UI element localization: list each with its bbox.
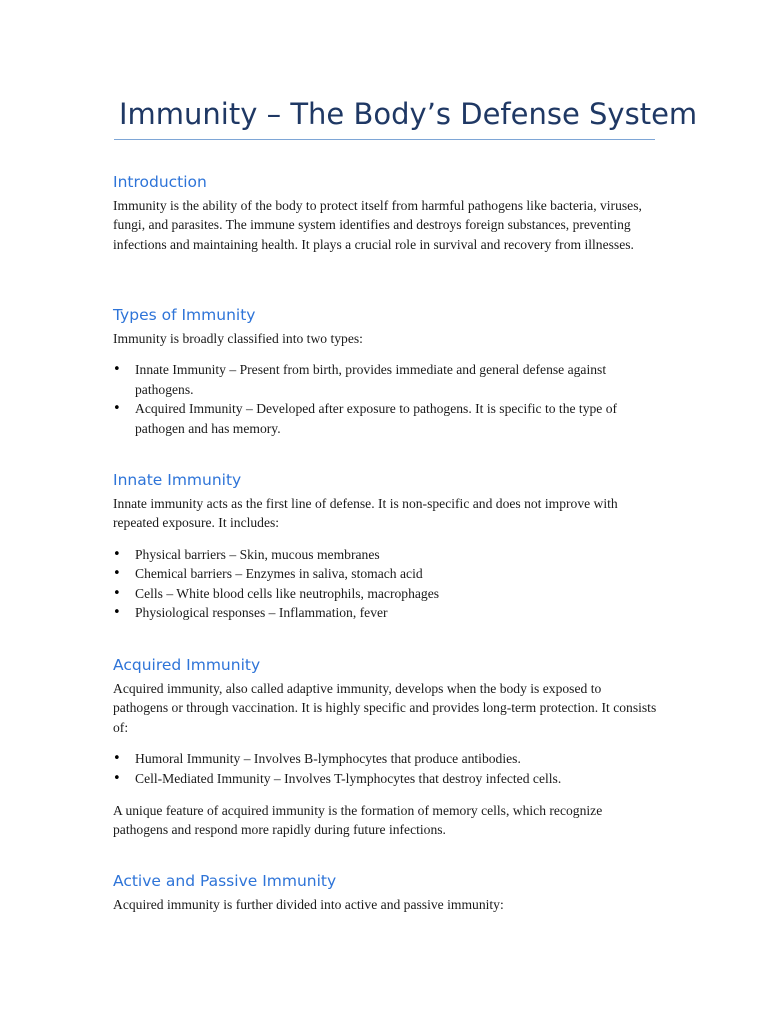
bullet-icon: • [113, 362, 121, 378]
types-intro-paragraph: Immunity is broadly classified into two types: [113, 331, 363, 346]
bullet-icon: • [113, 605, 121, 621]
list-item [113, 749, 658, 768]
section-heading-types: Types of Immunity [113, 306, 256, 324]
bullet-icon: • [113, 751, 121, 767]
list-item [113, 603, 658, 622]
bullet-icon: • [113, 566, 121, 582]
list-item [113, 360, 658, 399]
document-title: Immunity – The Body’s Defense System [119, 97, 698, 131]
list-item [113, 399, 658, 438]
bullet-icon: • [113, 770, 121, 786]
section-innate-immunity [113, 469, 658, 622]
acquired-closing-paragraph: A unique feature of acquired immunity is the formation of memory cells, which recognize pathogens and respond more rapidly during future infections. [113, 803, 603, 838]
section-types-of-immunity [113, 304, 658, 438]
acquired-intro-paragraph: Acquired immunity, also called adaptive immunity, develops when the body is exposed to pathogens or through vaccination. It is highly specific and provides long-term protection. It consists of: [113, 681, 657, 735]
bullet-icon: • [113, 546, 121, 562]
list-item-text: Cell-Mediated Immunity – Involves T-lymphocytes that destroy infected cells. [135, 770, 562, 786]
section-acquired-immunity [113, 654, 658, 840]
introduction-paragraph: Immunity is the ability of the body to protect itself from harmful pathogens like bacteria, viruses, fungi, and parasites. The immune system identifies and destroys foreign substances, preventing infections and maintaining health. It plays a crucial role in survival and recovery from illnesses. [113, 198, 642, 252]
bullet-icon: • [113, 401, 121, 417]
list-item-text: Cells – White blood cells like neutrophils, macrophages [135, 585, 440, 601]
acquired-bullet-list [113, 749, 658, 788]
section-heading-acquired: Acquired Immunity [113, 656, 261, 674]
types-bullet-list [113, 360, 658, 438]
list-item [113, 564, 658, 583]
list-item-text: Acquired Immunity – Developed after exposure to pathogens. It is specific to the type of pathogen and has memory. [135, 401, 618, 436]
title-underline-rule [114, 139, 655, 140]
list-item-text: Physiological responses – Inflammation, fever [135, 605, 388, 621]
list-item [113, 769, 658, 788]
list-item-text: Physical barriers – Skin, mucous membranes [135, 546, 380, 562]
innate-intro-paragraph: Innate immunity acts as the first line of defense. It is non-specific and does not improve with repeated exposure. It includes: [113, 496, 618, 531]
section-introduction [113, 171, 658, 254]
bullet-icon: • [113, 585, 121, 601]
section-heading-innate: Innate Immunity [113, 471, 242, 489]
active-passive-intro-paragraph: Acquired immunity is further divided into active and passive immunity: [113, 897, 504, 912]
list-item-text: Innate Immunity – Present from birth, provides immediate and general defense against pathogens. [135, 362, 607, 397]
section-heading-active-passive: Active and Passive Immunity [113, 872, 337, 890]
list-item [113, 545, 658, 564]
section-heading-introduction: Introduction [113, 173, 207, 191]
section-active-passive-immunity [113, 870, 658, 914]
innate-bullet-list [113, 545, 658, 623]
list-item-text: Humoral Immunity – Involves B-lymphocytes that produce antibodies. [135, 751, 521, 767]
list-item-text: Chemical barriers – Enzymes in saliva, stomach acid [135, 566, 423, 582]
list-item [113, 584, 658, 603]
